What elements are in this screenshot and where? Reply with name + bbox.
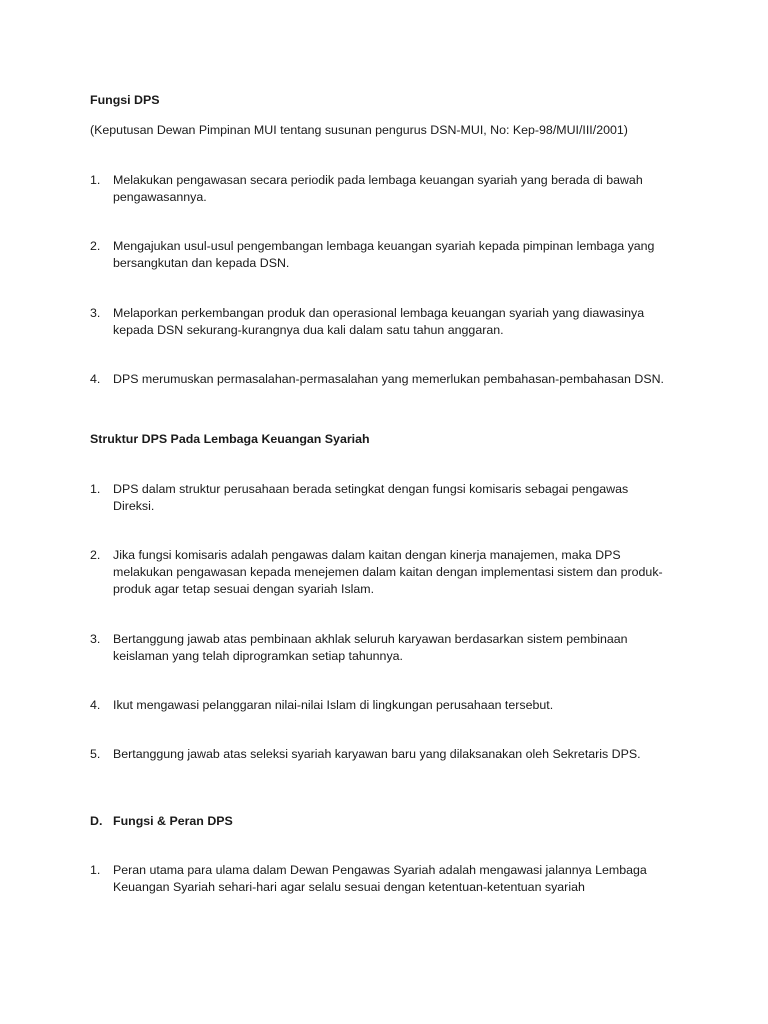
text-line: bersangkutan dan kepada DSN. <box>113 256 290 270</box>
section-title-fungsi-peran-dps <box>90 813 690 830</box>
decree-reference: (Keputusan Dewan Pimpinan MUI tentang susunan pengurus DSN-MUI, No: Kep-98/MUI/III/2001) <box>90 123 628 137</box>
list-item <box>90 746 690 763</box>
text-line: Jika fungsi komisaris adalah pengawas dalam kaitan dengan kinerja manajemen, maka DPS <box>113 548 621 562</box>
text-line: Bertanggung jawab atas pembinaan akhlak seluruh karyawan berdasarkan sistem pembinaan <box>113 632 628 646</box>
section-title-text: Fungsi & Peran DPS <box>113 814 233 828</box>
text-line: Melaporkan perkembangan produk dan operasional lembaga keuangan syariah yang diawasinya <box>113 306 645 320</box>
list-text <box>113 697 673 714</box>
list-text <box>113 481 673 515</box>
list-text <box>113 238 673 272</box>
list-text <box>113 305 673 339</box>
list-number: 5. <box>90 747 101 761</box>
text-line: melakukan pengawasan kepada menejemen dalam kaitan dengan implementasi sistem dan produk- <box>113 565 663 579</box>
list-number: 2. <box>90 548 101 562</box>
text-line: Mengajukan usul-usul pengembangan lembaga keuangan syariah kepada pimpinan lembaga yang <box>113 239 655 253</box>
text-line: DPS merumuskan permasalahan-permasalahan yang memerlukan pembahasan-pembahasan DSN. <box>113 372 664 386</box>
list-text <box>113 172 673 206</box>
text-line: Peran utama para ulama dalam Dewan Pengawas Syariah adalah mengawasi jalannya Lembaga <box>113 863 647 877</box>
list-number: 3. <box>90 306 101 320</box>
list-number: 1. <box>90 863 101 877</box>
list-item <box>90 547 690 598</box>
list-text <box>113 862 673 896</box>
text-line: Bertanggung jawab atas seleksi syariah karyawan baru yang dilaksanakan oleh Sekretaris DPS. <box>113 747 641 761</box>
list-item <box>90 631 690 665</box>
list-item <box>90 697 690 714</box>
list-item <box>90 305 690 339</box>
text-line: Melakukan pengawasan secara periodik pada lembaga keuangan syariah yang berada di bawah <box>113 173 643 187</box>
text-line: Keuangan Syariah sehari-hari agar selalu sesuai dengan ketentuan-ketentuan syariah <box>113 880 585 894</box>
list-text <box>113 371 673 388</box>
section-title-struktur-dps: Struktur DPS Pada Lembaga Keuangan Syariah <box>90 432 370 446</box>
list-item <box>90 481 690 515</box>
section-title-fungsi-dps: Fungsi DPS <box>90 93 160 107</box>
list-number: 2. <box>90 239 101 253</box>
text-line: pengawasannya. <box>113 190 207 204</box>
text-line: kepada DSN sekurang-kurangnya dua kali dalam satu tahun anggaran. <box>113 323 504 337</box>
text-line: produk agar tetap sesuai dengan syariah Islam. <box>113 582 375 596</box>
list-text <box>113 547 673 598</box>
list-text <box>113 746 673 763</box>
list-number: 4. <box>90 698 101 712</box>
list-number: 4. <box>90 372 101 386</box>
list-item <box>90 371 690 388</box>
text-line: keislaman yang telah diprogramkan setiap tahunnya. <box>113 649 403 663</box>
list-number: 1. <box>90 482 101 496</box>
list-item <box>90 862 690 896</box>
text-line: DPS dalam struktur perusahaan berada setingkat dengan fungsi komisaris sebagai pengawas <box>113 482 629 496</box>
list-number: 1. <box>90 173 101 187</box>
text-line: Direksi. <box>113 499 155 513</box>
list-item <box>90 172 690 206</box>
list-text <box>113 631 673 665</box>
text-line: Ikut mengawasi pelanggaran nilai-nilai Islam di lingkungan perusahaan tersebut. <box>113 698 554 712</box>
section-letter: D. <box>90 814 103 828</box>
list-number: 3. <box>90 632 101 646</box>
list-item <box>90 238 690 272</box>
